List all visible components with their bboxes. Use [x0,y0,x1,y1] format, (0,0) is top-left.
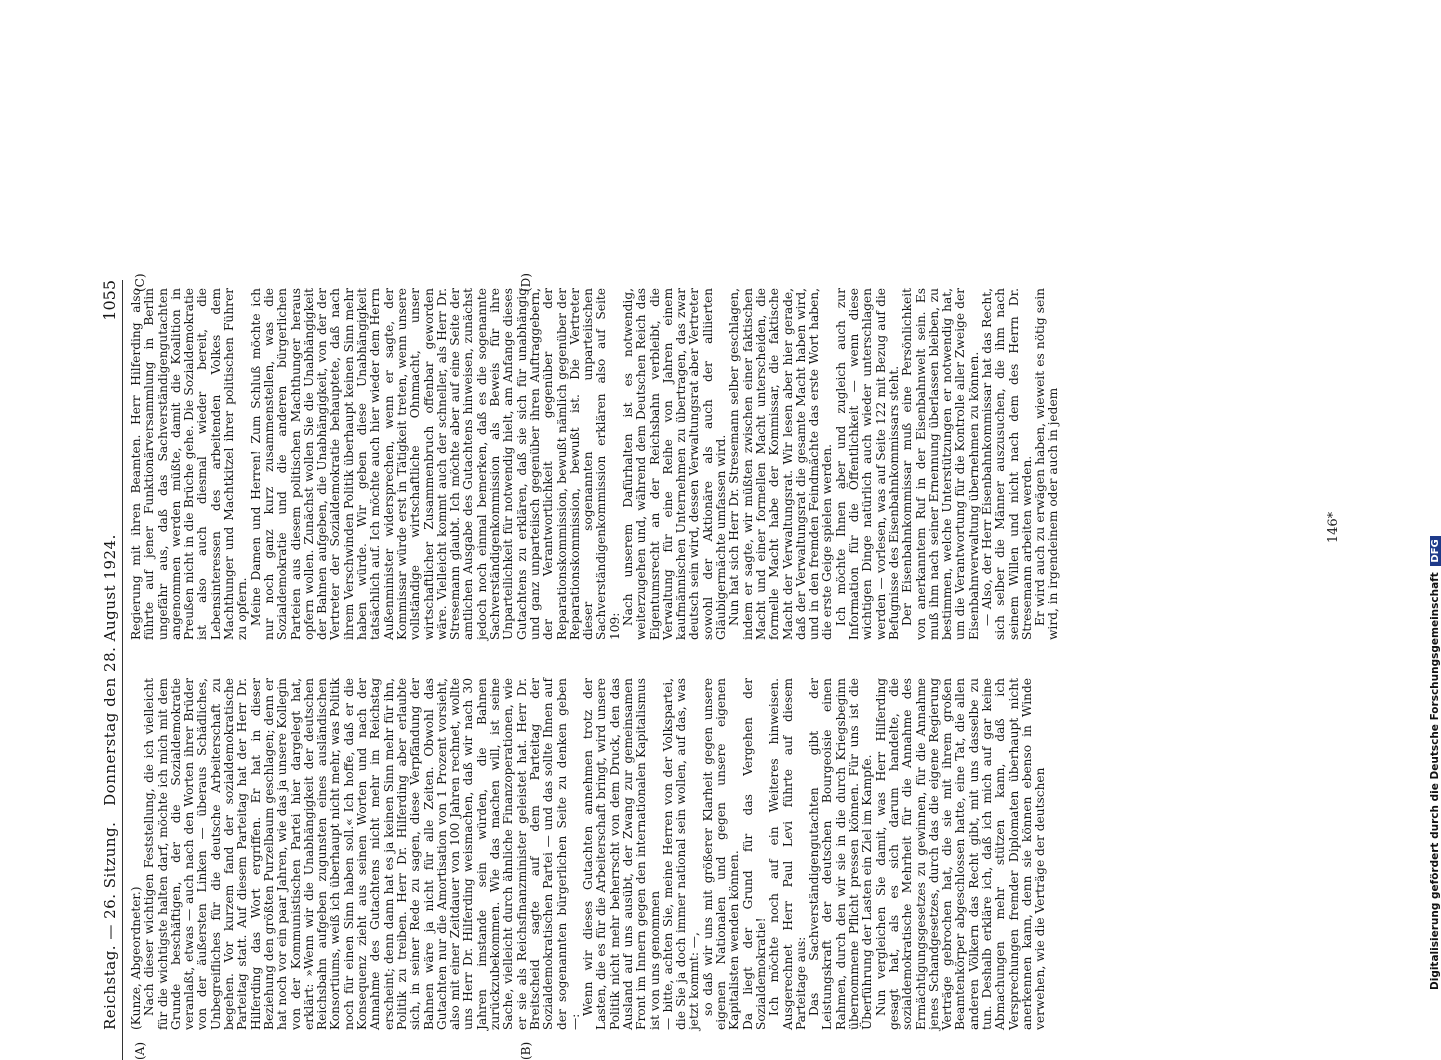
header-date: Donnerstag den 28. August 1924. [101,534,119,806]
header-left: Reichstag. — 26. Sitzung. [101,821,119,1030]
quote: Das Sachverständigengutachten gibt der Leistungskraft der deutschen Bourgeoisie einen Rahmen, durch den wir sie in die durch Kriegsbeginn übernommene Pflicht pressen können. Für uns ist die Überführung der Lasten ein Ziel im Kampfe. [807,678,875,1030]
margin-mark-a: (A) [133,1041,147,1060]
rotated-page [100,273,1320,1060]
quote: Wenn wir dieses Gutachten annehmen trotz der Lasten, die es für die Arbeiterschaft bringt, wird unsere Politik nicht mehr beherrscht von dem Druck, den das Ausland auf uns ausübt, der Zwang zur gemeinsamen Front im Innern gegen den internationalen Kapitalismus ist von uns genommen [581,678,662,1030]
sheet-signature: 146* [1326,511,1342,544]
dfg-logo: DFG [1430,536,1441,565]
paragraph: Ich möchte Ihnen aber und zugleich auch zur Information für die Öffentlichkeit — wenn diese wichtigen Dinge natürlich auch wieder unterschlagen werden — vorlesen, was auf Seite 122 mit Bezug auf die Befugnisse des Eisenbahnkommissars steht. [833,288,901,640]
speaker-label: (Kunze, Abgeordneter.) [129,886,143,1030]
paragraph: — Also, der Herr Eisenbahnkommissar hat das Recht, sich selber die Männer auszusuchen, die ihm nach seinem Willen und nicht nach dem des Herrn Dr. Stresemann arbeiten werden. [980,288,1034,640]
paragraph: Ich möchte noch auf ein Weiteres hinweisen. Ausgerechnet Herr Paul Levi führte auf diesem Parteitage aus: [767,678,808,1030]
margin-mark-c: (C) [133,273,147,292]
paragraph: Nach dieser wichtigen Feststellung, die ich vielleicht für die wichtigste halten darf, möchte ich mich mit dem Grunde beschäftigen, der die Sozialdemokratie veranlaßt, etwas — auch nach den Worten ihrer Brüder von der äußersten Linken — überaus Schädliches, Unbegreifliches für die deutsche Arbeiterschaft zu begehen. Vor kurzem fand der sozialdemokratische Parteitag statt. Auf diesem Parteitag hat der Herr Dr. Hilferding das Wort ergriffen. Er hat in dieser Beziehung den größten Purzelbaum geschlagen; denn er hat noch vor ein paar Jahren, wie das ja unsere Kollegin von der Kommunistischen Partei hier dargelegt hat, erklärt: »Wenn wir die Unabhängigkeit der deutschen Reichsbahn aufgeben zugunsten eines ausländischen Konsortiums, weiß ich überhaupt nicht mehr, was Politik noch für einen Sinn haben soll.« Ich hoffe, daß er die Konsequenz zieht aus seinen Worten und nach der Annahme des Gutachtens nicht mehr im Reichstag erscheint; denn dann hat es ja keinen Sinn mehr für ihn, Politik zu treiben. Herr Dr. Hilferding aber erlaubte sich, in seiner Rede zu sagen, diese Verpfändung der Bahnen wäre ja nicht für alle Zeiten. Obwohl das Gutachten nur die Amortisation von 1 Prozent vorsieht, also mit einer Zeitdauer von 100 Jahren rechnet, wollte uns Herr Dr. Hilferding weismachen, daß wir nach 30 Jahren imstande sein würden, die Bahnen zurückzubekommen. Wie das machen will, ist seine Sache, vielleicht durch ähnliche Finanzoperationen, wie er sie als Reichsfinanzminister geleistet hat. Herr Dr. Breitscheid sagte auf dem Parteitag der Sozialdemokratischen Partei — und das sollte Ihnen auf der sogenannten bürgerlichen Seite zu denken geben —: [142,678,582,1030]
quote: Der Eisenbahnkommissar muß eine Persönlichkeit von anerkanntem Ruf in der Eisenbahnwelt sein. Es muß ihm nach seiner Ernennung überlassen bleiben, zu bestimmen, welche Unterstützungen er notwendig hat, um die Verantwortung für die Kontrolle aller Zweige der Eisenbahnverwaltung übernehmen zu können. [900,288,981,640]
left-column [130,678,1047,1030]
page-number: 1055 [100,280,119,321]
paragraph: Regierung mit ihren Beamten. Herr Hilferding also führte auf jener Funktionärversammlung in Berlin ungefähr aus, daß das Sachverständigengutachten angenommen werden müßte, damit die Koalition in Preußen nicht in die Brüche gehe. Die Sozialdemokratie ist also auch diesmal wieder bereit, die Lebensinteressen des arbeitenden Volkes dem Machthunger und Machtkitzel ihrer politischen Führer zu opfern. [129,288,250,640]
margin-mark-d: (D) [519,273,533,292]
right-column [130,288,1061,640]
quote: so daß wir uns mit größerer Klarheit gegen unsere eigenen Nationalen und gegen unsere eigenen Kapitalisten wenden können. [700,678,742,1030]
paragraph: — bitte, achten Sie, meine Herren von der Volkspartei, die Sie ja doch immer national sein wollen, auf das, was jetzt kommt: —, [660,678,702,1030]
dfg-credit [1429,536,1441,990]
paragraph: Nun hat sich Herr Dr. Stresemann selber geschlagen, indem er sagte, wir müßten zwischen einer faktischen Macht und einer formellen Macht unterscheiden, die formelle Macht habe der Kommissar, die faktische Macht der Verwaltungsrat. Wir lesen aber hier gerade, daß der Verwaltungsrat die gesamte Macht haben wird, und in den fremden Feindmächte das erste Wort haben, die erste Geige spielen werden. [727,288,835,640]
running-head [100,280,123,1060]
paragraph: Nun vergleichen Sie damit, was Herr Hilferding gesagt hat, als es sich darum handelte, die sozialdemokratische Mehrheit für die Annahme des Ermächtigungsgesetzes zu gewinnen, für die Annahme jenes Schandgesetzes, durch das die eigene Regierung Verträge gebrochen hat, die sie mit ihrem großen Beamtenkörper abgeschlossen hatte, eine Tat, die allen anderen Völkern das Recht gibt, mit uns dasselbe zu tun. Deshalb erkläre ich, daß ich mich auf gar keine Abmachungen mehr stützen kann, daß ich Versprechungen fremder Diplomaten überhaupt nicht anerkennen kann, denn sie können ebenso in Winde verwehen, wie die Verträge der deutschen [873,678,1048,1030]
paragraph: Da liegt der Grund für das Vergehen der Sozialdemokratie! [740,678,768,1030]
paragraph: Er wird auch zu erwägen haben, wieweit es nötig sein wird, in irgendeinem oder auch in jedem [1033,288,1061,640]
paragraph: Meine Damen und Herren! Zum Schluß möchte ich nur noch ganz kurz zusammenstellen, was die Sozialdemokratie und die anderen bürgerlichen Parteien aus diesem politischen Machthunger heraus opfern wollen. Zunächst wollen Sie die Unabhängigkeit der Bahnen aufgeben, die Unabhängigkeit, von der der Vertreter der Sozialdemokratie behauptete, daß nach ihrem Verschwinden Politik überhaupt keinen Sinn mehr haben würde. Wir geben diese Unabhängigkeit tatsächlich auf. Ich möchte auch hier wieder dem Herrn Außenminister widersprechen, wenn er sagte, der Kommissar würde erst in Tätigkeit treten, wenn unsere vollständige wirtschaftliche Ohnmacht, unser wirtschaftlicher Zusammenbruch offenbar geworden wäre. Vielleicht kommt auch der schneller, als Herr Dr. Stresemann glaubt. Ich möchte aber auf eine Seite der amtlichen Ausgabe des Gutachtens hinweisen, zunächst jedoch noch einmal bemerken, daß es die sogenannte Sachverständigenkommission als Beweis für ihre Unparteilichkeit für notwendig hielt, am Anfange dieses Gutachtens zu erklären, daß sie sich für unabhängig und ganz unparteiisch gegenüber ihren Auftraggebern, der Verantwortlichkeit gegenüber der Reparationskommission, bewußt nämlich gegenüber der Reparationskommission, bewußt ist. Die Vertreter dieser sogenannten unparteiischen Sachverständigenkommission erklären also auf Seite 109: [248,288,622,640]
quote: Nach unserem Dafürhalten ist es notwendig, weiterzugehen und, während dem Deutschen Reich das Eigentumsrecht an der Reichsbahn verbleibt, die Verwaltung für eine Reihe von Jahren einem kaufmännischen Unternehmen zu übertragen, das zwar deutsch sein wird, dessen Verwaltungsrat aber Vertreter sowohl der Aktionäre als auch der alliierten Gläubigermächte umfassen wird. [620,288,729,640]
dfg-credit-text: Digitalisierung gefördert durch die Deutsche Forschungsgemeinschaft [1429,572,1441,990]
margin-mark-b: (B) [519,1041,533,1060]
